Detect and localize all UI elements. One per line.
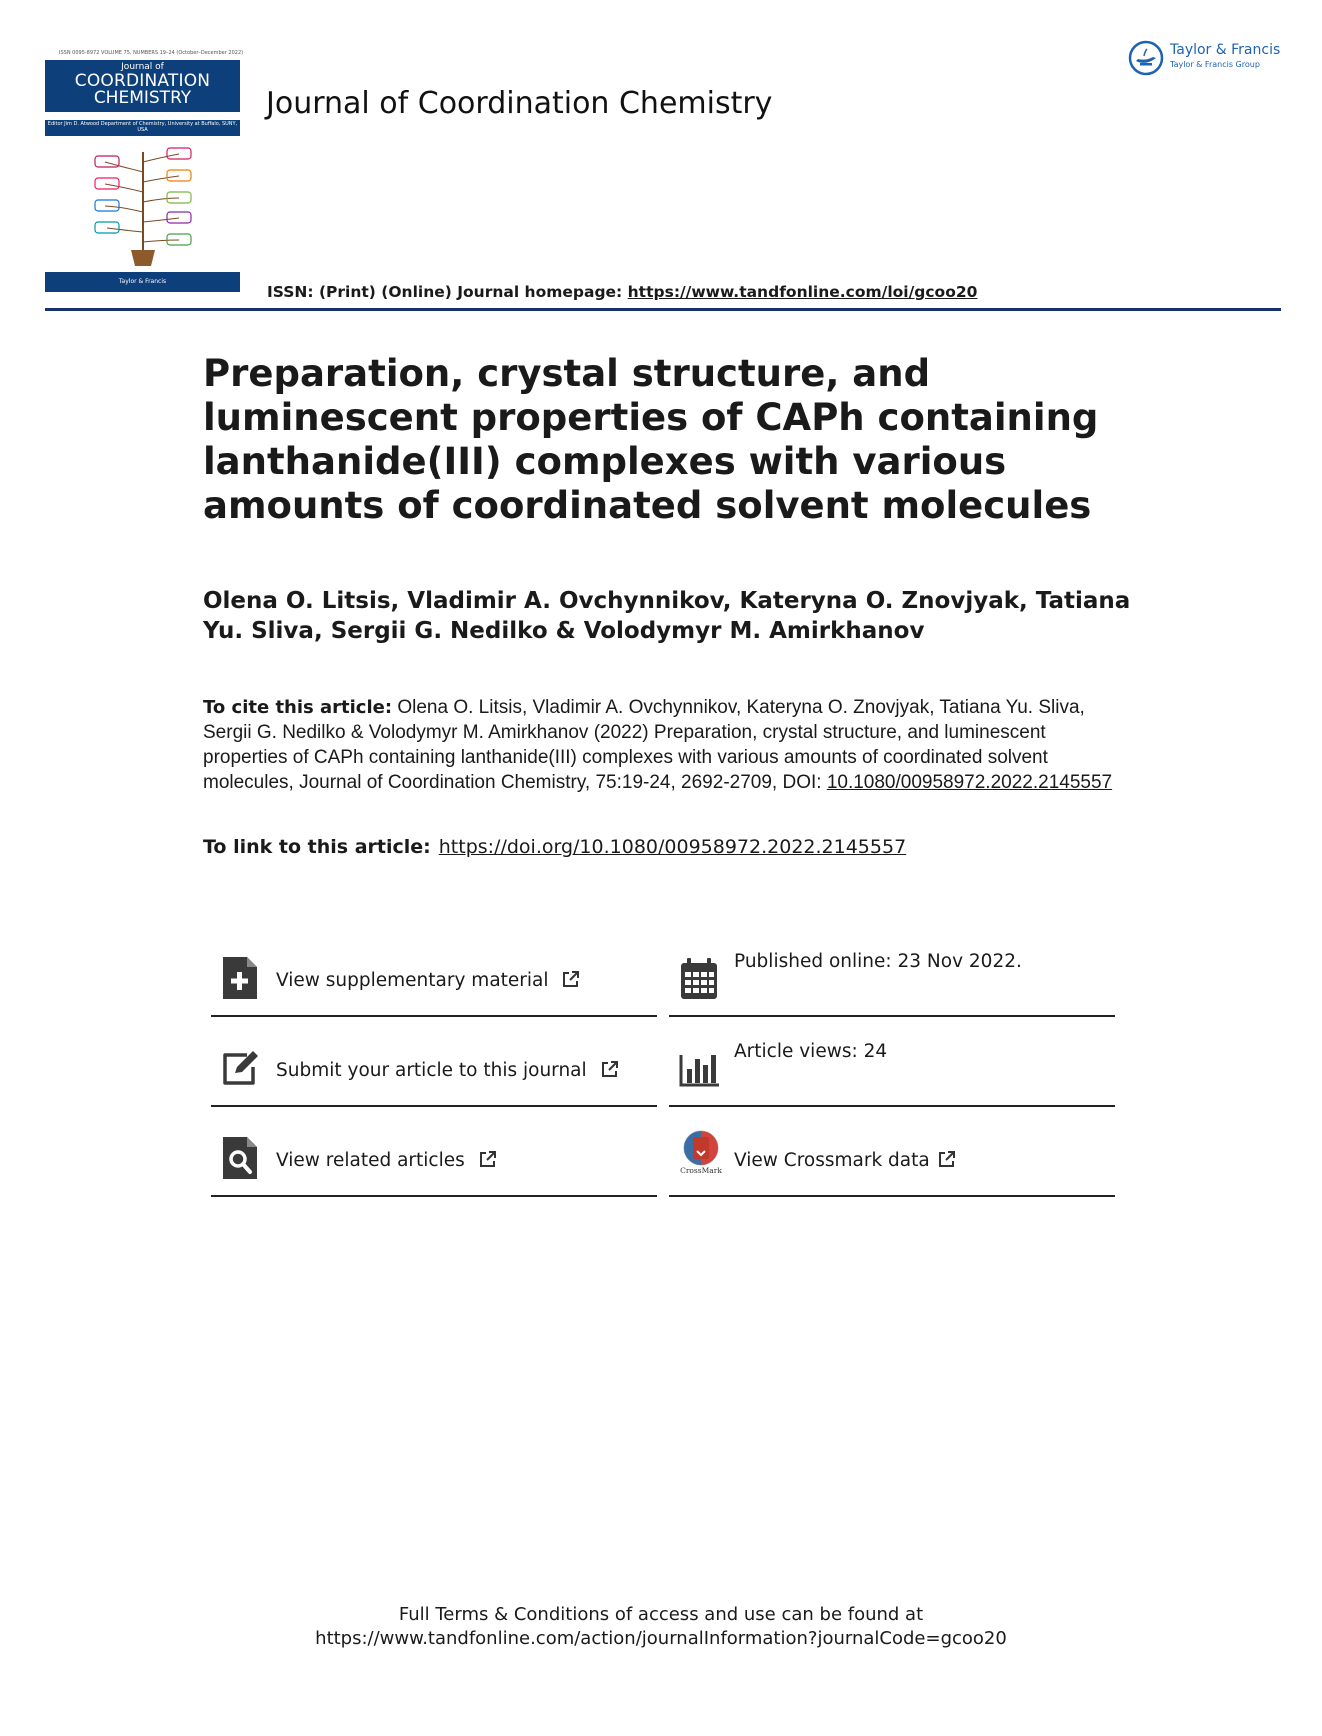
publisher-name: Taylor & Francis xyxy=(1170,42,1281,58)
terms-url-link[interactable]: https://www.tandfonline.com/action/journalInformation?journalCode=gcoo20 xyxy=(315,1628,1007,1649)
cover-tree-illustration xyxy=(93,142,193,267)
cover-publisher: Taylor & Francis xyxy=(118,278,167,285)
related-link[interactable] xyxy=(276,1150,497,1171)
journal-homepage-link[interactable]: https://www.tandfonline.com/loi/gcoo20 xyxy=(627,283,978,301)
supplementary-label: View supplementary material xyxy=(276,970,549,991)
external-link-icon xyxy=(938,1150,956,1168)
edit-icon xyxy=(221,1047,261,1091)
related-cell[interactable] xyxy=(211,1117,657,1197)
article-link-line xyxy=(203,836,906,858)
search-document-icon xyxy=(221,1137,261,1181)
cell-divider xyxy=(211,1105,657,1107)
external-link-icon xyxy=(601,1060,619,1078)
crossmark-icon xyxy=(679,1129,723,1167)
citation-block xyxy=(203,695,1123,795)
journal-cover xyxy=(45,50,244,292)
external-link-icon xyxy=(562,970,580,988)
journal-title: Journal of Coordination Chemistry xyxy=(266,86,773,121)
published-cell xyxy=(669,937,1115,1017)
cell-divider xyxy=(211,1195,657,1197)
bar-chart-icon xyxy=(679,1047,719,1091)
related-label: View related articles xyxy=(276,1150,465,1171)
file-plus-icon xyxy=(221,957,261,1001)
published-date: Published online: 23 Nov 2022. xyxy=(734,951,1022,972)
header-divider xyxy=(45,308,1281,311)
supplementary-link[interactable] xyxy=(276,970,580,991)
cite-text: Olena O. Litsis, Vladimir A. Ovchynnikov, Kateryna O. Znovjyak, Tatiana Yu. Sliva, Sergii G. Nedilko & Volodymyr M. Amirkhanov (2022) Preparation, crystal structure, and luminescent properties of CAPh containing lanthanide(III) complexes with various amounts of coordinated solvent molecules, Journal of Coordination Chemistry, 75:19-24, 2692-2709, DOI: xyxy=(203,697,1085,793)
supplementary-cell[interactable] xyxy=(211,937,657,1017)
submit-label: Submit your article to this journal xyxy=(276,1060,587,1081)
external-link-icon xyxy=(479,1150,497,1168)
publisher-group: Taylor & Francis Group xyxy=(1170,60,1260,69)
issn-line xyxy=(267,283,977,301)
cover-journal-of: Journal of xyxy=(121,62,164,72)
crossmark-cell[interactable] xyxy=(669,1117,1115,1197)
cover-chemistry: CHEMISTRY xyxy=(93,88,192,108)
cover-editor-text: Editor Jim D. Atwood Department of Chemistry, University at Buffalo, SUNY, USA xyxy=(47,121,238,133)
article-doi-link[interactable]: https://doi.org/10.1080/00958972.2022.2145557 xyxy=(438,836,907,858)
terms-footer xyxy=(0,1603,1322,1651)
calendar-icon xyxy=(679,957,719,1001)
crossmark-label: View Crossmark data xyxy=(734,1150,930,1171)
terms-line: Full Terms & Conditions of access and use can be found at xyxy=(398,1604,924,1625)
cite-label: To cite this article: xyxy=(203,697,393,718)
article-views: Article views: 24 xyxy=(734,1041,888,1062)
submit-cell[interactable] xyxy=(211,1027,657,1107)
views-cell xyxy=(669,1027,1115,1107)
cover-issn-line: ISSN 0095-8972 VOLUME 75, NUMBERS 19–24 (October–December 2022) xyxy=(59,50,244,56)
crossmark-logo-text: CrossMark xyxy=(680,1166,722,1175)
crossmark-link[interactable] xyxy=(734,1150,956,1171)
submit-link[interactable] xyxy=(276,1060,619,1081)
cover-coordination: COORDINATION xyxy=(74,71,211,91)
link-label: To link to this article: xyxy=(203,836,431,858)
cell-divider xyxy=(669,1015,1115,1017)
article-authors: Olena O. Litsis, Vladimir A. Ovchynnikov, Kateryna O. Znovjyak, Tatiana Yu. Sliva, Sergii G. Nedilko & Volodymyr M. Amirkhanov xyxy=(203,588,1131,644)
article-title: Preparation, crystal structure, and luminescent properties of CAPh containing lanthanide(III) complexes with various amounts of coordinated solvent molecules xyxy=(203,352,1099,527)
taylor-francis-lamp-icon xyxy=(1128,40,1164,76)
crossmark-logo xyxy=(679,1129,723,1179)
cell-divider xyxy=(211,1015,657,1017)
issn-text: ISSN: (Print) (Online) Journal homepage: xyxy=(267,283,628,301)
publisher-logo[interactable] xyxy=(1128,40,1288,76)
cite-doi-link[interactable]: 10.1080/00958972.2022.2145557 xyxy=(826,772,1113,793)
cell-divider xyxy=(669,1105,1115,1107)
cell-divider xyxy=(669,1195,1115,1197)
